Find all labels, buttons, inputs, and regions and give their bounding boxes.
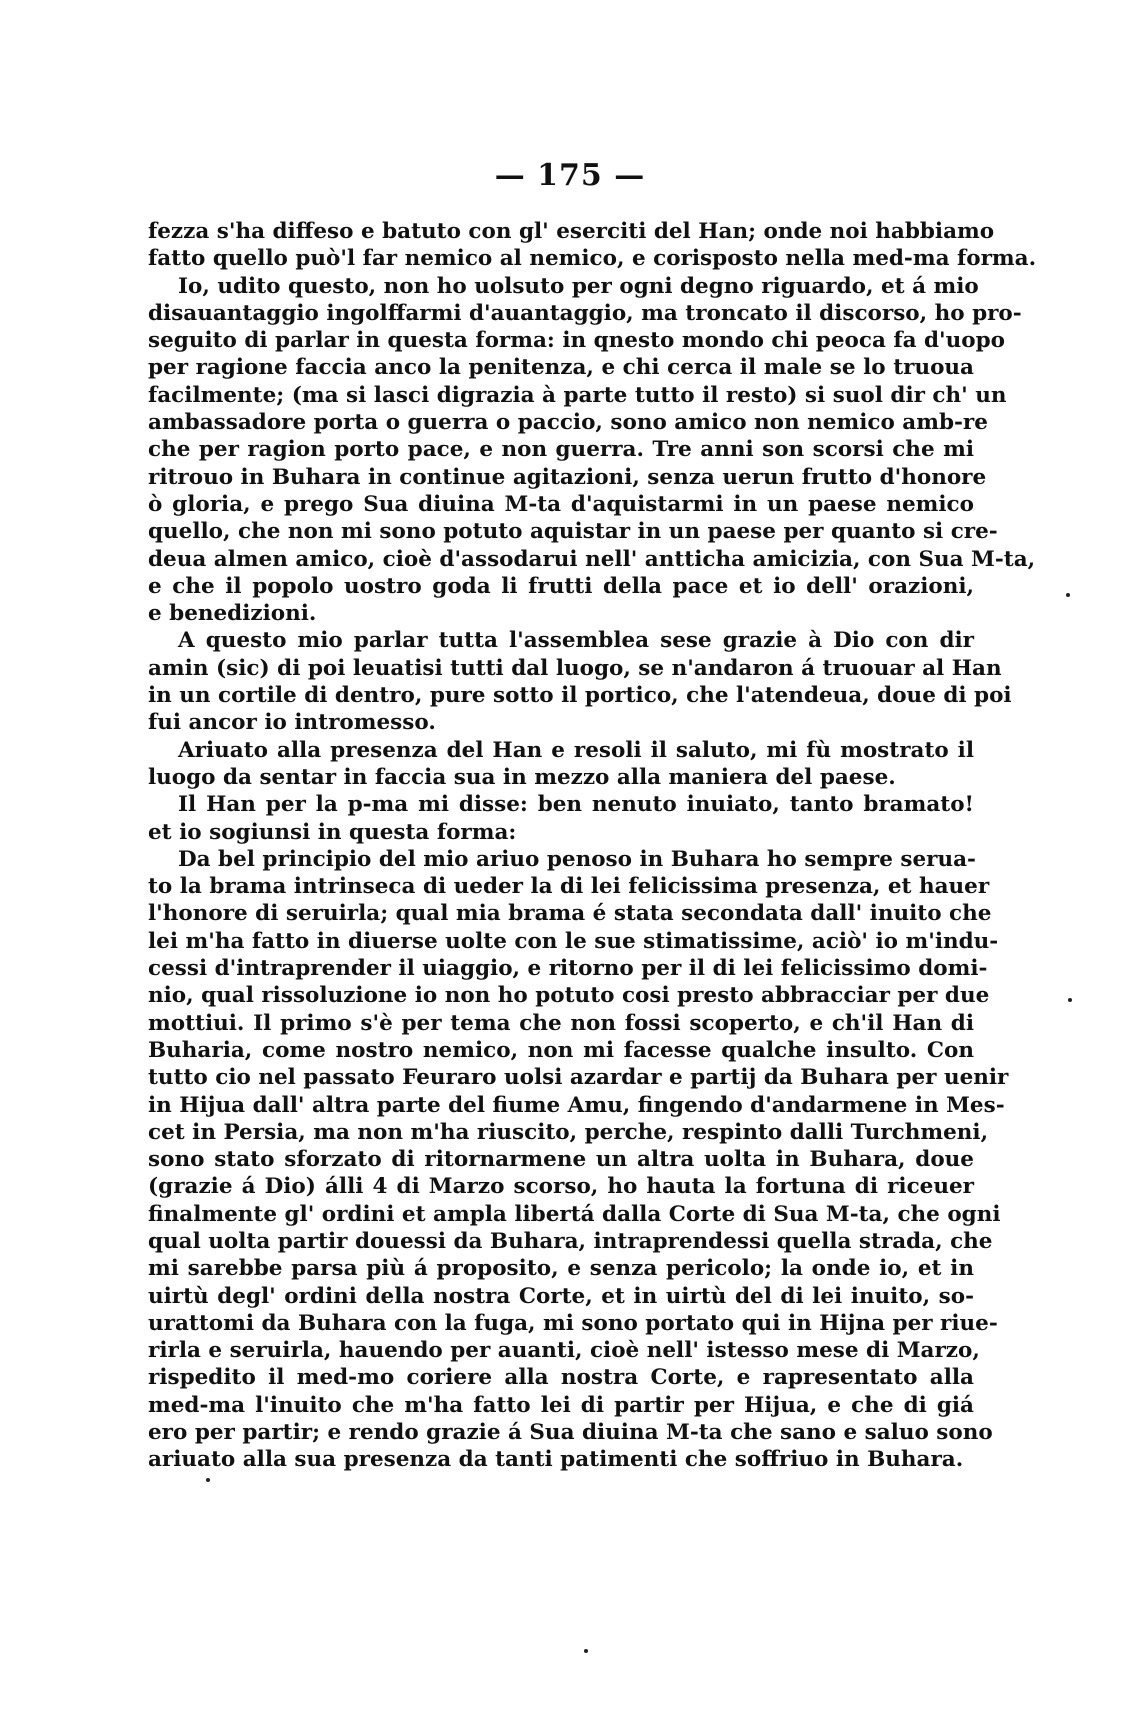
text-line: l'honore di seruirla; qual mia brama é stata secondata dall' inuito che bbox=[148, 901, 992, 927]
text-line: Da bel principio del mio ariuo penoso in Buhara ho sempre serua- bbox=[178, 846, 976, 872]
text-line: med-ma l'inuito che m'ha fatto lei di partir per Hijua, e che di giá bbox=[148, 1392, 974, 1418]
text-line: fatto quello può'l far nemico al nemico, e corisposto nella med-ma forma. bbox=[148, 246, 1037, 272]
text-line: ritrouo in Buhara in continue agitazioni, senza uerun frutto d'honore bbox=[148, 464, 987, 490]
text-line: tutto cio nel passato Feuraro uolsi azardar e partij da Buhara per uenir bbox=[148, 1065, 1009, 1091]
print-speck bbox=[1068, 998, 1072, 1002]
text-line: e benedizioni. bbox=[148, 601, 317, 627]
text-line: et io sogiunsi in questa forma: bbox=[148, 819, 517, 845]
text-line: amin (sic) di poi leuatisi tutti dal luogo, se n'andaron á truouar al Han bbox=[148, 655, 1002, 681]
text-line: to la brama intrinseca di ueder la di lei felicissima presenza, et hauer bbox=[148, 874, 990, 900]
text-line: Il Han per la p-ma mi disse: ben nenuto inuiato, tanto bramato! bbox=[178, 792, 974, 818]
text-line: ò gloria, e prego Sua diuina M-ta d'aquistarmi in un paese nemico bbox=[148, 491, 974, 517]
text-line: ero per partir; e rendo grazie á Sua diuina M-ta che sano e saluo sono bbox=[148, 1420, 993, 1446]
text-line: ambassadore porta o guerra o paccio, sono amico non nemico amb-re bbox=[148, 410, 988, 436]
text-line: (grazie á Dio) álli 4 di Marzo scorso, ho hauta la fortuna di riceuer bbox=[148, 1174, 974, 1200]
text-line: finalmente gl' ordini et ampla libertá dalla Corte di Sua M-ta, che ogni bbox=[148, 1201, 1001, 1227]
text-line: lei m'ha fatto in diuerse uolte con le sue stimatissime, aciò' io m'indu- bbox=[148, 928, 999, 954]
text-line: Ariuato alla presenza del Han e resoli il saluto, mi fù mostrato il bbox=[178, 737, 974, 763]
text-line: e che il popolo uostro goda li frutti della pace et io dell' orazioni, bbox=[148, 573, 974, 599]
text-line: quello, che non mi sono potuto aquistar in un paese per quanto si cre- bbox=[148, 519, 998, 545]
text-line: deua almen amico, cioè d'assodarui nell' antticha amicizia, con Sua M-ta, bbox=[148, 546, 1036, 572]
text-line: mottiui. Il primo s'è per tema che non fossi scoperto, e ch'il Han di bbox=[148, 1010, 974, 1036]
page-number: — 175 — bbox=[494, 158, 646, 193]
text-line: uirtù degl' ordini della nostra Corte, et in uirtù del di lei inuito, so- bbox=[148, 1283, 974, 1309]
text-line: in un cortile di dentro, pure sotto il portico, che l'atendeua, doue di poi bbox=[148, 683, 1012, 709]
text-line: cet in Persia, ma non m'ha riuscito, perche, respinto dalli Turchmeni, bbox=[148, 1119, 989, 1145]
text-line: cessi d'intraprender il uiaggio, e ritorno per il di lei felicissimo domi- bbox=[148, 956, 988, 982]
body-text bbox=[148, 218, 1037, 1474]
text-line: mi sarebbe parsa più á proposito, e senza pericolo; la onde io, et in bbox=[148, 1256, 974, 1282]
text-line: disauantaggio ingolffarmi d'auantaggio, ma troncato il discorso, ho pro- bbox=[148, 300, 1022, 326]
text-line: fui ancor io intromesso. bbox=[148, 710, 436, 736]
print-speck bbox=[206, 1478, 210, 1482]
text-line: Buharia, come nostro nemico, non mi facesse qualche insulto. Con bbox=[148, 1037, 974, 1063]
text-line: A questo mio parlar tutta l'assemblea sese grazie à Dio con dir bbox=[178, 628, 974, 654]
text-line: seguito di parlar in questa forma: in qnesto mondo chi peoca fa d'uopo bbox=[148, 328, 1005, 354]
print-speck bbox=[584, 1649, 588, 1653]
text-line: rirla e seruirla, hauendo per auanti, cioè nell' istesso mese di Marzo, bbox=[148, 1338, 980, 1364]
text-line: facilmente; (ma si lasci digrazia à parte tutto il resto) si suol dir ch' un bbox=[148, 382, 1007, 408]
text-line: sono stato sforzato di ritornarmene un altra uolta in Buhara, doue bbox=[148, 1147, 974, 1173]
text-line: Io, udito questo, non ho uolsuto per ogni degno riguardo, et á mio bbox=[178, 273, 979, 299]
text-line: ariuato alla sua presenza da tanti patimenti che soffriuo in Buhara. bbox=[148, 1447, 964, 1473]
print-speck bbox=[1066, 593, 1070, 597]
text-line: in Hijua dall' altra parte del fiume Amu, fingendo d'andarmene in Mes- bbox=[148, 1092, 1005, 1118]
text-line: per ragione faccia anco la penitenza, e chi cerca il male se lo truoua bbox=[148, 355, 974, 381]
text-line: fezza s'ha diffeso e batuto con gl' eserciti del Han; onde noi habbiamo bbox=[148, 219, 995, 244]
text-line: che per ragion porto pace, e non guerra. Tre anni son scorsi che mi bbox=[148, 437, 974, 463]
text-line: qual uolta partir douessi da Buhara, intraprendessi quella strada, che bbox=[148, 1228, 993, 1254]
text-line: urattomi da Buhara con la fuga, mi sono portato qui in Hijna per riue- bbox=[148, 1310, 998, 1336]
text-line: luogo da sentar in faccia sua in mezzo alla maniera del paese. bbox=[148, 764, 896, 790]
text-line: nio, qual rissoluzione io non ho potuto cosi presto abbracciar per due bbox=[148, 983, 990, 1009]
text-line: rispedito il med-mo coriere alla nostra Corte, e rapresentato alla bbox=[148, 1365, 974, 1391]
